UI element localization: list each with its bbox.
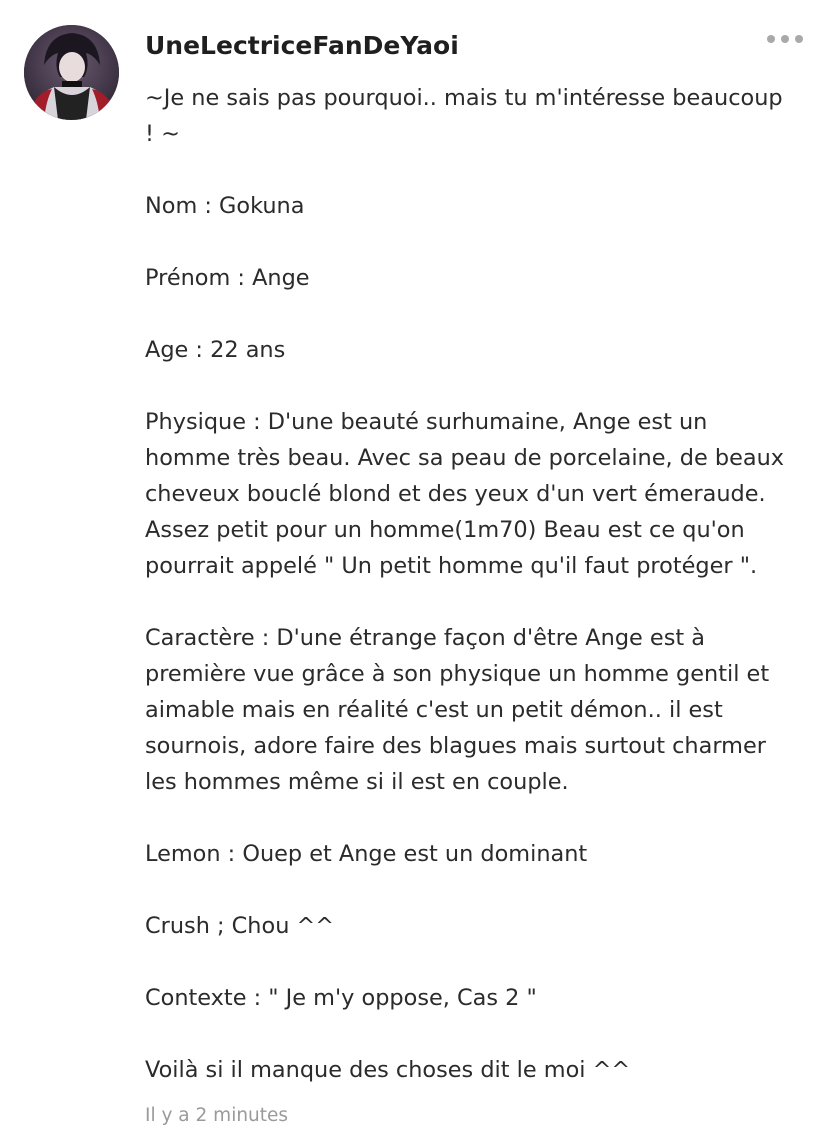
comment-paragraph: Age : 22 ans [145, 337, 286, 363]
comment-paragraph: Caractère : D'une étrange façon d'être Ange est à première vue grâce à son physique un homme gentil et aimable mais en réalité c'est un petit démon.. il est sournois, adore faire des blagues mais surtout charmer les hommes même si il est en couple. [145, 625, 770, 795]
comment-paragraph: ~Je ne sais pas pourquoi.. mais tu m'intéresse beaucoup ! ~ [145, 85, 783, 147]
comment-paragraph: Contexte : " Je m'y oppose, Cas 2 " [145, 985, 537, 1011]
comment-paragraph: Physique : D'une beauté surhumaine, Ange est un homme très beau. Avec sa peau de porcelaine, de beaux cheveux bouclé blond et des yeux d'un vert émeraude. Assez petit pour un homme(1m70) Beau est ce qu'on pourrait appelé " Un petit homme qu'il faut protéger ". [145, 409, 785, 579]
comment-timestamp: Il y a 2 minutes [145, 1105, 289, 1126]
comment-paragraph: Prénom : Ange [145, 265, 310, 291]
comment-paragraph: Voilà si il manque des choses dit le moi ^^ [145, 1057, 631, 1083]
comment-paragraph: Crush ; Chou ^^ [145, 913, 335, 939]
user-avatar[interactable] [24, 25, 119, 120]
username[interactable]: UneLectriceFanDeYaoi [145, 31, 459, 60]
comment-paragraph: Lemon : Ouep et Ange est un dominant [145, 841, 588, 867]
dot [781, 35, 789, 43]
dot [767, 35, 775, 43]
more-options-icon[interactable] [760, 26, 810, 52]
user-avatar-image [24, 25, 119, 120]
dot [795, 35, 803, 43]
comment-paragraph: Nom : Gokuna [145, 193, 305, 219]
comment-body [145, 80, 813, 1088]
